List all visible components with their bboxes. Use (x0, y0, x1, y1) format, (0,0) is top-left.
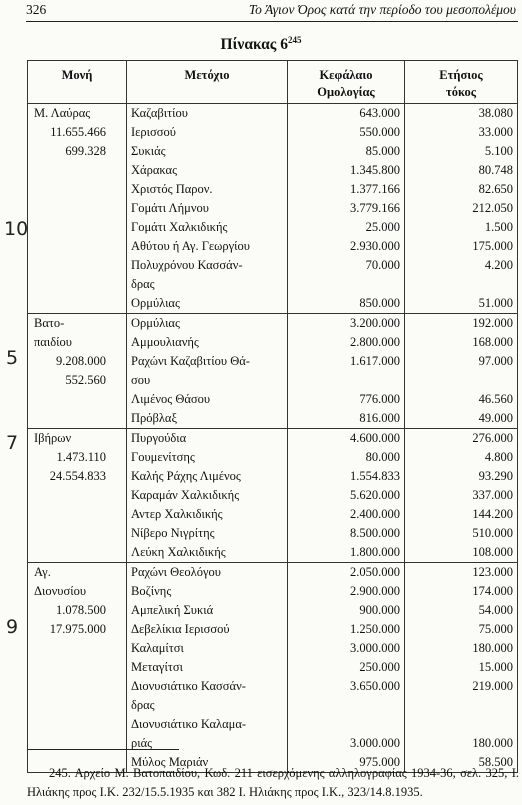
capital-value: 2.900.000 (350, 584, 400, 598)
capital-value: 550.000 (359, 125, 400, 139)
monastery-group-row (28, 429, 518, 563)
metochi-name: Αμπελική Συκιά (131, 603, 214, 617)
metochi-name: Καλαμίτσι (131, 641, 184, 655)
capital-cell (288, 104, 405, 314)
metochi-name: Αντερ Χαλκιδικής (131, 507, 223, 521)
interest-value: 80.748 (478, 163, 513, 177)
interest-value: 51.000 (478, 296, 513, 310)
col-header-metochi: Μετόχιο (127, 61, 288, 104)
capital-value: 1.800.000 (350, 545, 400, 559)
page-header (26, 0, 516, 22)
table-title (0, 36, 522, 54)
capital-value: 3.200.000 (350, 316, 400, 330)
interest-value: 1.500 (484, 220, 513, 234)
capital-value: 776.000 (359, 392, 400, 406)
metochia-table (27, 60, 518, 773)
metochi-name: Γομάτι Λήμνου (131, 201, 209, 215)
capital-value (292, 275, 400, 294)
metochi-name: Δεβελίκια Ιερισσού (131, 622, 230, 636)
monastery-figure: 17.975.000 (49, 622, 106, 636)
interest-value: 49.000 (478, 411, 513, 425)
metochi-name: δρας (131, 698, 155, 712)
margin-note: 7 (6, 432, 19, 454)
interest-cell (405, 563, 518, 773)
interest-value: 54.000 (478, 603, 513, 617)
interest-value: 174.000 (472, 584, 513, 598)
footnote-rule (27, 749, 179, 750)
capital-value: 1.554.833 (350, 469, 400, 483)
capital-cell (288, 563, 405, 773)
capital-value: 3.779.166 (350, 201, 400, 215)
interest-value (409, 371, 513, 390)
capital-value: 80.000 (365, 450, 400, 464)
monastery-group-row (28, 104, 518, 314)
interest-value: 180.000 (472, 641, 513, 655)
margin-note: 10 (4, 218, 29, 240)
interest-value: 168.000 (472, 335, 513, 349)
metochi-name: Γομάτι Χαλκιδικής (131, 220, 228, 234)
interest-value (409, 275, 513, 294)
metochi-name: Αθύτου ή Αγ. Γεωργίου (131, 239, 250, 253)
metochi-cell (127, 563, 288, 773)
monastery-figure: 699.328 (65, 144, 106, 158)
interest-cell (405, 314, 518, 429)
interest-value: 58.500 (478, 755, 513, 769)
interest-value: 33.000 (478, 125, 513, 139)
interest-value: 123.000 (472, 565, 513, 579)
capital-value: 3.000.000 (350, 641, 400, 655)
capital-value: 2.050.000 (350, 565, 400, 579)
capital-value: 900.000 (359, 603, 400, 617)
header-rule (26, 21, 518, 22)
monastery-name: Μ. Λαύρας (34, 106, 91, 120)
monastery-name: παιδίου (34, 335, 72, 349)
capital-value: 1.617.000 (350, 354, 400, 368)
monastery-figure: 1.473.110 (56, 450, 106, 464)
metochi-cell (127, 314, 288, 429)
capital-value: 1.345.800 (350, 163, 400, 177)
metochi-cell (127, 429, 288, 563)
interest-value: 212.050 (472, 201, 513, 215)
metochi-name: Χάρακας (131, 163, 178, 177)
metochi-name: Ραχώνι Θεολόγου (131, 565, 221, 579)
metochi-name: Χριστός Παρον. (131, 182, 213, 196)
monastery-name: Διονυσίου (34, 584, 87, 598)
page-number: 326 (26, 2, 47, 17)
metochi-name: Αμμουλιανής (131, 335, 199, 349)
table-title-footnote-ref: 245 (287, 35, 302, 45)
interest-value (409, 696, 513, 715)
capital-value: 8.500.000 (350, 526, 400, 540)
metochi-name: Καραμάν Χαλκιδικής (131, 488, 240, 502)
capital-value: 2.800.000 (350, 335, 400, 349)
monastery-group-row (28, 563, 518, 773)
interest-value: 144.200 (472, 507, 513, 521)
interest-value: 46.560 (478, 392, 513, 406)
capital-value: 4.600.000 (350, 431, 400, 445)
metochi-name: Ορμύλιας (131, 296, 180, 310)
capital-value: 1.377.166 (350, 182, 400, 196)
capital-value: 2.930.000 (350, 239, 400, 253)
interest-value: 38.080 (478, 106, 513, 120)
capital-value: 975.000 (359, 755, 400, 769)
margin-note: 5 (6, 347, 19, 369)
interest-value: 192.000 (472, 316, 513, 330)
margin-note: 9 (6, 616, 19, 638)
monastery-group-row (28, 314, 518, 429)
metochi-name: ριάς (131, 736, 153, 750)
interest-value: 15.000 (478, 660, 513, 674)
interest-value: 75.000 (478, 622, 513, 636)
interest-value: 97.000 (478, 354, 513, 368)
monastery-figure: 9.208.000 (56, 354, 106, 368)
monastery-name: Βατο- (34, 316, 65, 330)
col-header-interest: Ετήσιος τόκος (405, 61, 518, 104)
interest-value: 4.200 (484, 258, 513, 272)
capital-value (292, 715, 400, 734)
metochi-name: Λιμένος Θάσου (131, 392, 211, 406)
capital-value: 2.400.000 (350, 507, 400, 521)
monastery-cell (28, 314, 127, 429)
metochi-name: Πυργούδια (131, 431, 187, 445)
capital-cell (288, 429, 405, 563)
running-title: Το Άγιον Όρος κατά την περίοδο του μεσοπολέμου (248, 2, 516, 17)
capital-value: 70.000 (365, 258, 400, 272)
capital-value: 850.000 (359, 296, 400, 310)
metochi-name: σου (131, 373, 151, 387)
capital-value: 85.000 (365, 144, 400, 158)
capital-value: 25.000 (365, 220, 400, 234)
monastery-figure: 11.655.466 (50, 125, 106, 139)
interest-value: 108.000 (472, 545, 513, 559)
interest-value: 82.650 (478, 182, 513, 196)
interest-value: 4.800 (484, 450, 513, 464)
interest-value: 93.290 (478, 469, 513, 483)
metochi-name: Βοζίνης (131, 584, 172, 598)
metochi-name: Ραχώνι Καζαβιτίου Θά- (131, 354, 250, 368)
metochi-name: Διονυσιάτικο Καλαμα- (131, 717, 247, 731)
interest-value: 510.000 (472, 526, 513, 540)
interest-value: 175.000 (472, 239, 513, 253)
monastery-figure: 24.554.833 (49, 469, 106, 483)
footnote: 245. Αρχείο Μ. Βατοπαιδίου, Κωδ. 211 εισερχόμενης αλληλογραφίας 1934-36, σελ. 325, Ι. Ηλιάκης προς Ι.Κ. 232/15.5.1935 και 382 Ι. Ηλιάκης προς Ι.Κ., 323/14.8.1935. (27, 766, 519, 799)
table-title-text: Πίνακας 6 (220, 36, 288, 53)
metochi-name: Καλής Ράχης Λιμένος (131, 469, 241, 483)
metochi-name: Ορμύλιας (131, 316, 180, 330)
interest-value (409, 715, 513, 734)
monastery-cell (28, 429, 127, 563)
metochi-name: Συκιάς (131, 144, 166, 158)
metochi-cell (127, 104, 288, 314)
col-header-monastery: Μονή (28, 61, 127, 104)
metochi-name: Διονυσιάτικο Κασσάν- (131, 679, 246, 693)
interest-cell (405, 104, 518, 314)
metochi-name: Πρόβλαξ (131, 411, 178, 425)
col-header-capital: Κεφάλαιο Ομολογίας (288, 61, 405, 104)
metochi-name: Γουμενίτσης (131, 450, 195, 464)
metochi-name: Μύλος Μαριάν (131, 755, 209, 769)
capital-cell (288, 314, 405, 429)
monastery-figure: 552.560 (65, 373, 106, 387)
metochi-name: Πολυχρόνου Κασσάν- (131, 258, 243, 272)
monastery-name: Ιβήρων (34, 431, 72, 445)
metochi-name: Μεταγίτσι (131, 660, 183, 674)
interest-value: 276.000 (472, 431, 513, 445)
capital-value: 250.000 (359, 660, 400, 674)
capital-value (292, 371, 400, 390)
monastery-cell (28, 563, 127, 773)
table-header-row (28, 61, 518, 104)
interest-value: 337.000 (472, 488, 513, 502)
monastery-name: Αγ. (34, 565, 51, 579)
metochi-name: δρας (131, 277, 155, 291)
capital-value: 3.000.000 (350, 736, 400, 750)
capital-value (292, 696, 400, 715)
monastery-figure: 1.078.500 (56, 603, 106, 617)
capital-value: 3.650.000 (350, 679, 400, 693)
capital-value: 1.250.000 (350, 622, 400, 636)
interest-value: 5.100 (484, 144, 513, 158)
interest-value: 180.000 (472, 736, 513, 750)
metochi-name: Ιερισσού (131, 125, 176, 139)
interest-value: 219.000 (472, 679, 513, 693)
metochi-name: Λεύκη Χαλκιδικής (131, 545, 226, 559)
capital-value: 816.000 (359, 411, 400, 425)
metochi-name: Νίβερο Νιγρίτης (131, 526, 215, 540)
metochi-name: Καζαβιτίου (131, 106, 188, 120)
capital-value: 643.000 (359, 106, 400, 120)
monastery-cell (28, 104, 127, 314)
capital-value: 5.620.000 (350, 488, 400, 502)
interest-cell (405, 429, 518, 563)
